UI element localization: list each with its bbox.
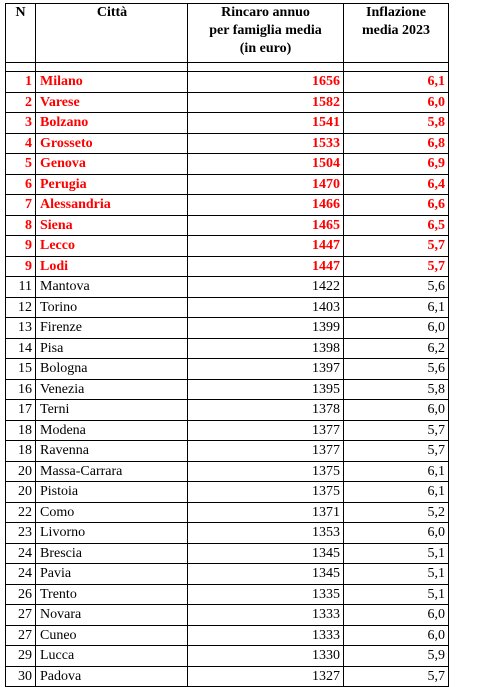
table-row	[6, 400, 449, 421]
city-cell: Lucca	[36, 646, 188, 667]
city-cell: Siena	[36, 215, 188, 236]
table-row	[6, 318, 449, 339]
cost-cell: 1403	[188, 297, 344, 318]
table-row	[6, 646, 449, 667]
rank-cell: 17	[6, 400, 36, 421]
cost-cell: 1465	[188, 215, 344, 236]
table-row	[6, 420, 449, 441]
header-cost	[188, 4, 344, 63]
city-cell: Grosseto	[36, 133, 188, 154]
inflation-cell: 5,6	[344, 277, 449, 298]
rank-cell: 18	[6, 420, 36, 441]
table-row	[6, 543, 449, 564]
rank-cell: 12	[6, 297, 36, 318]
city-cell: Ravenna	[36, 441, 188, 462]
cost-cell: 1399	[188, 318, 344, 339]
table-header-row	[6, 4, 449, 63]
rank-cell: 9	[6, 256, 36, 277]
cost-cell: 1335	[188, 584, 344, 605]
header-infl-line1: Inflazione	[366, 5, 426, 20]
city-cell: Massa-Carrara	[36, 461, 188, 482]
table-row	[6, 195, 449, 216]
city-cell: Modena	[36, 420, 188, 441]
cost-cell: 1447	[188, 236, 344, 257]
city-cell: Genova	[36, 154, 188, 175]
inflation-cell: 5,8	[344, 379, 449, 400]
header-cost-line3: (in euro)	[239, 41, 292, 56]
rank-cell: 27	[6, 605, 36, 626]
inflation-cell: 6,5	[344, 215, 449, 236]
table-row	[6, 154, 449, 175]
inflation-cell: 5,1	[344, 584, 449, 605]
cost-cell: 1504	[188, 154, 344, 175]
rank-cell: 13	[6, 318, 36, 339]
city-cell: Pistoia	[36, 482, 188, 503]
city-cell: Bolzano	[36, 113, 188, 134]
city-cell: Mantova	[36, 277, 188, 298]
city-cell: Venezia	[36, 379, 188, 400]
header-cost-line1: Rincaro annuo	[221, 5, 310, 20]
cost-cell: 1333	[188, 625, 344, 646]
inflation-cell: 6,2	[344, 338, 449, 359]
rank-cell: 27	[6, 625, 36, 646]
cost-cell: 1375	[188, 482, 344, 503]
header-gap-row	[6, 63, 449, 72]
cost-cell: 1533	[188, 133, 344, 154]
city-cell: Varese	[36, 92, 188, 113]
cost-cell: 1398	[188, 338, 344, 359]
inflation-cell: 6,1	[344, 482, 449, 503]
city-cell: Novara	[36, 605, 188, 626]
cost-cell: 1377	[188, 420, 344, 441]
table-row	[6, 133, 449, 154]
table-row	[6, 92, 449, 113]
cost-cell: 1333	[188, 605, 344, 626]
cost-cell: 1327	[188, 666, 344, 687]
inflation-cell: 6,9	[344, 154, 449, 175]
inflation-cell: 6,1	[344, 297, 449, 318]
city-cell: Cuneo	[36, 625, 188, 646]
table-row	[6, 564, 449, 585]
rank-cell: 8	[6, 215, 36, 236]
table-row	[6, 625, 449, 646]
rank-cell: 26	[6, 584, 36, 605]
inflation-cell: 6,0	[344, 605, 449, 626]
header-infl-line2: media 2023	[361, 23, 431, 38]
table-body	[6, 72, 449, 687]
city-cell: Brescia	[36, 543, 188, 564]
inflation-cell: 6,6	[344, 195, 449, 216]
header-city: Città	[36, 4, 188, 63]
cost-cell: 1375	[188, 461, 344, 482]
rank-cell: 23	[6, 523, 36, 544]
table-row	[6, 338, 449, 359]
table-row	[6, 297, 449, 318]
rank-cell: 29	[6, 646, 36, 667]
rank-cell: 24	[6, 564, 36, 585]
table-row	[6, 379, 449, 400]
cost-cell: 1395	[188, 379, 344, 400]
table-row	[6, 666, 449, 687]
cost-cell: 1422	[188, 277, 344, 298]
cost-cell: 1470	[188, 174, 344, 195]
city-cell: Como	[36, 502, 188, 523]
city-cell: Firenze	[36, 318, 188, 339]
city-cell: Lecco	[36, 236, 188, 257]
city-cell: Lodi	[36, 256, 188, 277]
rank-cell: 20	[6, 482, 36, 503]
inflation-cell: 6,1	[344, 72, 449, 93]
rank-cell: 22	[6, 502, 36, 523]
inflation-cell: 6,8	[344, 133, 449, 154]
cost-cell: 1466	[188, 195, 344, 216]
table-row	[6, 215, 449, 236]
rank-cell: 18	[6, 441, 36, 462]
inflation-cell: 6,0	[344, 318, 449, 339]
city-cell: Alessandria	[36, 195, 188, 216]
inflation-cell: 5,1	[344, 543, 449, 564]
rank-cell: 6	[6, 174, 36, 195]
table-row	[6, 359, 449, 380]
city-cell: Milano	[36, 72, 188, 93]
table-row	[6, 256, 449, 277]
city-cell: Padova	[36, 666, 188, 687]
header-inflation	[344, 4, 449, 63]
rank-cell: 30	[6, 666, 36, 687]
inflation-cell: 6,1	[344, 461, 449, 482]
cost-cell: 1330	[188, 646, 344, 667]
cost-cell: 1397	[188, 359, 344, 380]
inflation-cell: 5,7	[344, 420, 449, 441]
gap-cell	[344, 63, 449, 72]
inflation-cell: 5,7	[344, 236, 449, 257]
table-row	[6, 502, 449, 523]
rank-cell: 20	[6, 461, 36, 482]
rank-cell: 14	[6, 338, 36, 359]
table-row	[6, 236, 449, 257]
table-row	[6, 441, 449, 462]
inflation-cell: 6,0	[344, 625, 449, 646]
inflation-cell: 5,6	[344, 359, 449, 380]
header-cost-line2: per famiglia media	[209, 23, 322, 38]
inflation-cell: 6,4	[344, 174, 449, 195]
rank-cell: 24	[6, 543, 36, 564]
rank-cell: 5	[6, 154, 36, 175]
gap-cell	[6, 63, 36, 72]
city-cell: Livorno	[36, 523, 188, 544]
table-row	[6, 277, 449, 298]
table-row	[6, 461, 449, 482]
rank-cell: 1	[6, 72, 36, 93]
inflation-cell: 6,0	[344, 92, 449, 113]
rank-cell: 9	[6, 236, 36, 257]
table-row	[6, 523, 449, 544]
cost-cell: 1371	[188, 502, 344, 523]
inflation-cell: 5,8	[344, 113, 449, 134]
header-n: N	[6, 4, 36, 63]
rank-cell: 7	[6, 195, 36, 216]
inflation-cell: 5,7	[344, 666, 449, 687]
cost-cell: 1378	[188, 400, 344, 421]
inflation-cell: 6,0	[344, 523, 449, 544]
table-row	[6, 113, 449, 134]
table-row	[6, 174, 449, 195]
table-row	[6, 482, 449, 503]
cost-cell: 1582	[188, 92, 344, 113]
gap-cell	[36, 63, 188, 72]
table-row	[6, 605, 449, 626]
city-cell: Pisa	[36, 338, 188, 359]
city-cell: Perugia	[36, 174, 188, 195]
cost-cell: 1447	[188, 256, 344, 277]
inflation-cell: 5,7	[344, 441, 449, 462]
inflation-cell: 6,0	[344, 400, 449, 421]
inflation-cell: 5,2	[344, 502, 449, 523]
inflation-cell: 5,1	[344, 564, 449, 585]
table-row	[6, 584, 449, 605]
gap-cell	[188, 63, 344, 72]
rank-cell: 3	[6, 113, 36, 134]
inflation-cell: 5,7	[344, 256, 449, 277]
city-cell: Torino	[36, 297, 188, 318]
city-cell: Bologna	[36, 359, 188, 380]
rank-cell: 16	[6, 379, 36, 400]
city-cell: Terni	[36, 400, 188, 421]
rank-cell: 2	[6, 92, 36, 113]
city-cell: Trento	[36, 584, 188, 605]
cost-cell: 1345	[188, 543, 344, 564]
table-row	[6, 72, 449, 93]
rank-cell: 4	[6, 133, 36, 154]
cost-cell: 1541	[188, 113, 344, 134]
cost-cell: 1345	[188, 564, 344, 585]
cost-cell: 1377	[188, 441, 344, 462]
cost-cell: 1353	[188, 523, 344, 544]
rank-cell: 15	[6, 359, 36, 380]
city-cell: Pavia	[36, 564, 188, 585]
inflation-cost-table	[5, 3, 449, 687]
cost-cell: 1656	[188, 72, 344, 93]
rank-cell: 11	[6, 277, 36, 298]
inflation-cell: 5,9	[344, 646, 449, 667]
